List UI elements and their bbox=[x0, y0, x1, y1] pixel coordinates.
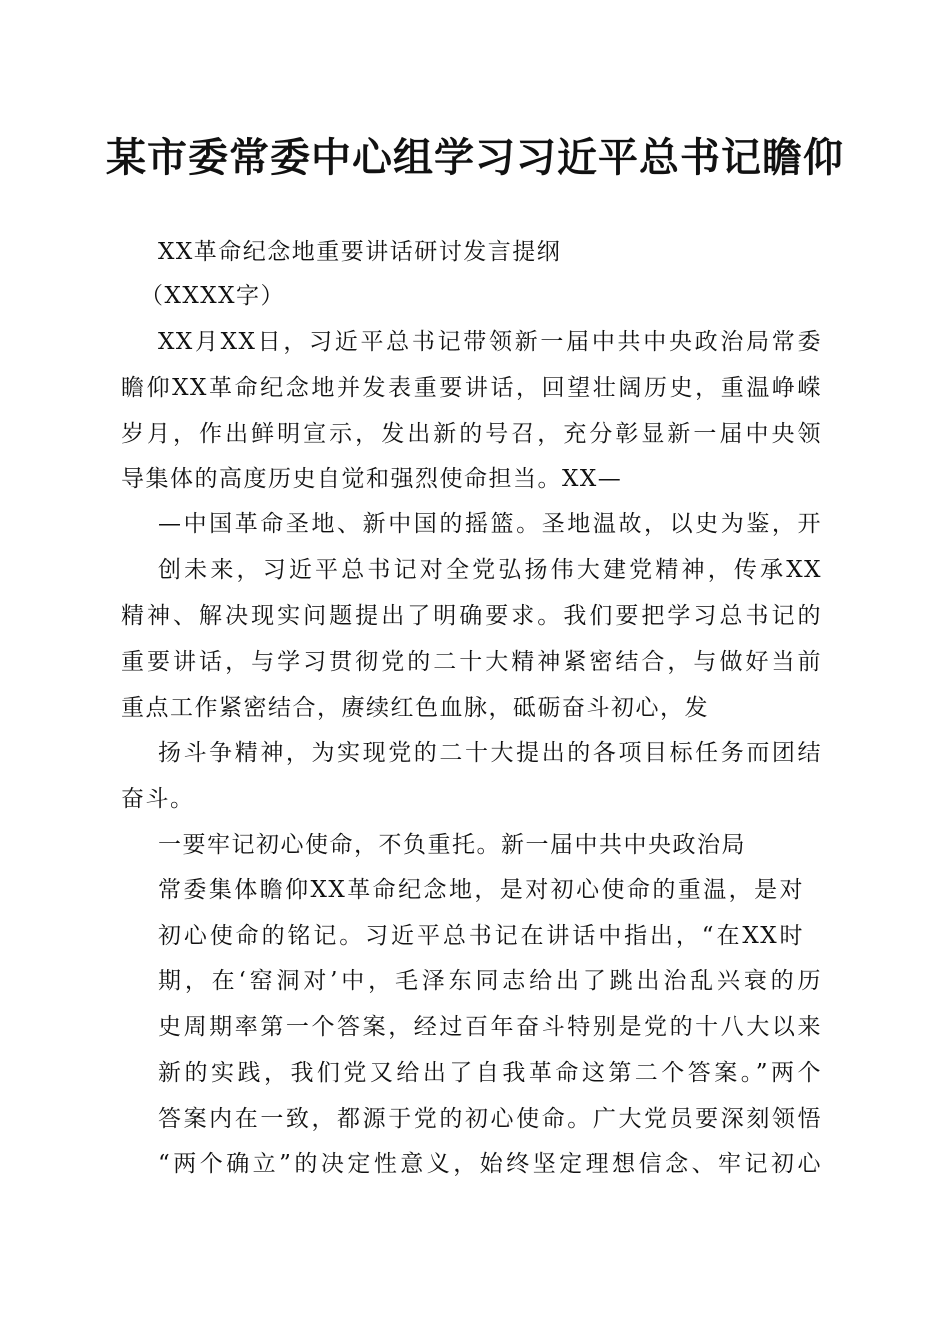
word-count-line: （XXXX字） bbox=[140, 283, 285, 309]
paragraph-line: 扬斗争精神，为实现党的二十大提出的各项目标任务而团结 bbox=[158, 740, 822, 766]
paragraph-line: 常委集体瞻仰XX革命纪念地，是对初心使命的重温，是对 bbox=[158, 877, 804, 903]
document-title: 某市委常委中心组学习习近平总书记瞻仰 bbox=[106, 134, 844, 181]
paragraph-line: 创未来，习近平总书记对全党弘扬伟大建党精神，传承XX bbox=[158, 557, 822, 583]
paragraph-line: 重要讲话，与学习贯彻党的二十大精神紧密结合，与做好当前 bbox=[121, 649, 822, 675]
paragraph-line: 答案内在一致，都源于党的初心使命。广大党员要深刻领悟 bbox=[158, 1106, 822, 1132]
paragraph-line: 期，在‘窑洞对’中，毛泽东同志给出了跳出治乱兴衰的历 bbox=[158, 968, 822, 994]
paragraph-line: 新的实践，我们党又给出了自我革命这第二个答案。”两个 bbox=[158, 1060, 822, 1086]
paragraph-line: 精神、解决现实问题提出了明确要求。我们要把学习总书记的 bbox=[121, 603, 822, 629]
paragraph-line: 瞻仰XX革命纪念地并发表重要讲话，回望壮阔历史，重温峥嵘 bbox=[121, 375, 822, 401]
paragraph-line: 奋斗。 bbox=[121, 786, 195, 812]
paragraph-line: 重点工作紧密结合，赓续红色血脉，砥砺奋斗初心，发 bbox=[121, 695, 709, 721]
paragraph-line: —中国革命圣地、新中国的摇篮。圣地温故，以史为鉴，开 bbox=[158, 511, 822, 537]
subtitle-line: XX革命纪念地重要讲话研讨发言提纲 bbox=[158, 239, 562, 265]
paragraph-line: 初心使命的铭记。习近平总书记在讲话中指出，“在XX时 bbox=[158, 923, 804, 949]
paragraph-line: XX月XX日，习近平总书记带领新一届中共中央政治局常委 bbox=[158, 329, 822, 355]
paragraph-line: 岁月，作出鲜明宣示，发出新的号召，充分彰显新一届中央领 bbox=[121, 421, 822, 447]
paragraph-line: 一要牢记初心使命，不负重托。新一届中共中央政治局 bbox=[158, 832, 746, 858]
paragraph-line: 导集体的高度历史自觉和强烈使命担当。XX— bbox=[121, 466, 623, 492]
paragraph-line: 史周期率第一个答案，经过百年奋斗特别是党的十八大以来 bbox=[158, 1014, 822, 1040]
paragraph-line: “两个确立”的决定性意义，始终坚定理想信念、牢记初心 bbox=[158, 1151, 822, 1177]
